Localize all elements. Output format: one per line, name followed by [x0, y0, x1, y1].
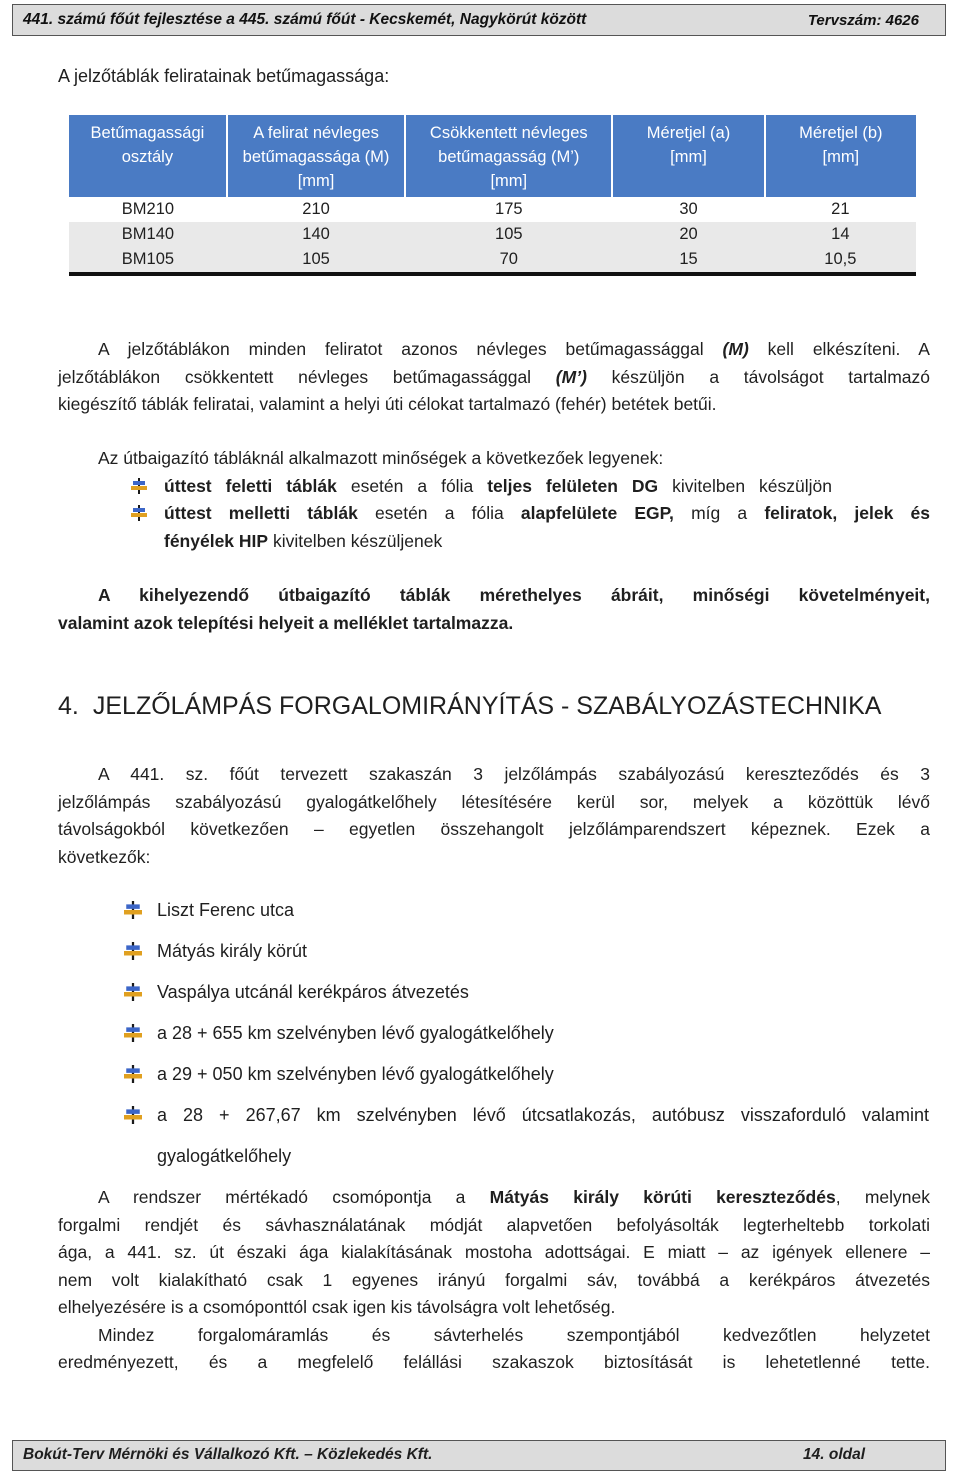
bullet-roadside-signs: úttest melletti táblák esetén a fólia alapfelülete EGP, míg a feliratok, jelek és fényélek HIP kivitelben készüljenek: [164, 503, 930, 551]
list-item: a 28 + 655 km szelvényben lévő gyalogátkelőhely: [157, 1023, 554, 1043]
list-item: Vaspálya utcánál kerékpáros átvezetés: [157, 982, 469, 1002]
bullet-overhead-signs: úttest feletti táblák esetén a fólia teljes felületen DG kivitelben készüljön: [164, 476, 833, 496]
flag-bullet-icon: [131, 505, 147, 521]
table-cell: 140: [227, 222, 405, 247]
paragraph-signals-intro: A 441. sz. főút tervezett szakaszán 3 jelzőlámpás szabályozású kereszteződés és 3 jelzőlámpás szabályozású gyalogátkelőhely létesítésére kerül sor, melyek a közöttük lévő távolságokból következően – egyetlen összehangolt jelzőlámparendszert képeznek. Ezek a következők:: [58, 764, 930, 867]
table-cell: BM140: [69, 222, 227, 247]
table-cell: 70: [405, 247, 612, 274]
col-header-size-a: Méretjel (a) [mm]: [612, 115, 764, 197]
col-header-size-b: Méretjel (b) [mm]: [765, 115, 916, 197]
list-item: Liszt Ferenc utca: [157, 900, 295, 920]
table-cell: 21: [765, 197, 916, 222]
letter-height-table: [69, 115, 916, 276]
col-header-reduced: Csökkentett névleges betűmagasság (M’) [mm]: [405, 115, 612, 197]
table-cell: 30: [612, 197, 764, 222]
table-cell: 210: [227, 197, 405, 222]
paragraph-annex-note: A kihelyezendő útbaigazító táblák mérethelyes ábráit, minőségi követelményeit, valamint azok telepítési helyeit a melléklet tartalmazza.: [58, 585, 930, 633]
col-header-class: Betűmagassági osztály: [69, 115, 227, 197]
table-cell: 105: [405, 222, 612, 247]
table-row: [69, 197, 916, 222]
flag-bullet-icon: [124, 983, 142, 1001]
flag-bullet-icon: [124, 901, 142, 919]
table-cell: BM105: [69, 247, 227, 274]
list-item: a 28 + 267,67 km szelvényben lévő útcsatlakozás, autóbusz visszaforduló valamint: [157, 1105, 929, 1125]
table-row: [69, 222, 916, 247]
table-intro: A jelzőtáblák feliratainak betűmagassága:: [58, 66, 390, 86]
table-cell: 105: [227, 247, 405, 274]
col-header-nominal: A felirat névleges betűmagassága (M) [mm]: [227, 115, 405, 197]
page-number: 14. oldal: [803, 1446, 866, 1463]
list-item: a 29 + 050 km szelvényben lévő gyalogátkelőhely: [157, 1064, 554, 1084]
table-header-row: [69, 115, 916, 197]
page-footer: [12, 1440, 946, 1471]
list-item-continuation: gyalogátkelőhely: [157, 1146, 292, 1166]
table-cell: 20: [612, 222, 764, 247]
table-cell: BM210: [69, 197, 227, 222]
flag-bullet-icon: [124, 1065, 142, 1083]
flag-bullet-icon: [124, 942, 142, 960]
table-cell: 175: [405, 197, 612, 222]
table-cell: 15: [612, 247, 764, 274]
list-item: Mátyás király körút: [157, 941, 308, 961]
section-heading: 4. JELZŐLÁMPÁS FORGALOMIRÁNYÍTÁS - SZABÁLYOZÁSTECHNIKA: [58, 692, 882, 720]
header-title: 441. számú főút fejlesztése a 445. számú főút - Kecskemét, Nagykörút között: [23, 11, 587, 28]
table-row: [69, 247, 916, 274]
table-cell: 14: [765, 222, 916, 247]
flag-bullet-icon: [124, 1106, 142, 1124]
footer-company: Bokút-Terv Mérnöki és Vállalkozó Kft. – Közlekedés Kft.: [23, 1446, 433, 1463]
page-header: [12, 4, 946, 36]
paragraph-key-junction: A rendszer mértékadó csomópontja a Mátyás király körúti kereszteződés, melynek forgalmi rendjét és sávhasználatának módját alapvetően befolyásolták legterheltebb torkolati ága, a 441. sz. út északi ága kialakításának mostoha adottságai. E miatt – az igények ellenere – nem volt kialakítható csak 1 egyenes irányú forgalmi sáv, továbbá a kerékpáros átvezetés elhelyezésére is a csomóponttól csak igen kis távolságra volt lehetőség. Mindez forgalomáramlás és sávterhelés szempontjából kedvezőtlen helyzetet eredményezett, és a megfelelő felállási szakaszok biztosítását is lehetetlenné tette.: [58, 1187, 930, 1372]
flag-bullet-icon: [131, 478, 147, 494]
plan-number: Tervszám: 4626: [807, 12, 919, 29]
paragraph-letter-height: A jelzőtáblákon minden feliratot azonos névleges betűmagassággal (M) kell elkészíteni. A jelzőtáblákon csökkentett névleges betűmagassággal (M’) készüljön a távolságot tartalmazó kiegészítő táblák feliratai, valamint a helyi úti célokat tartalmazó (fehér) betétek betűi.: [58, 339, 930, 414]
table-cell: 10,5: [765, 247, 916, 274]
paragraph-quality-intro: Az útbaigazító tábláknál alkalmazott minőségek a következőek legyenek:: [98, 448, 664, 468]
flag-bullet-icon: [124, 1024, 142, 1042]
